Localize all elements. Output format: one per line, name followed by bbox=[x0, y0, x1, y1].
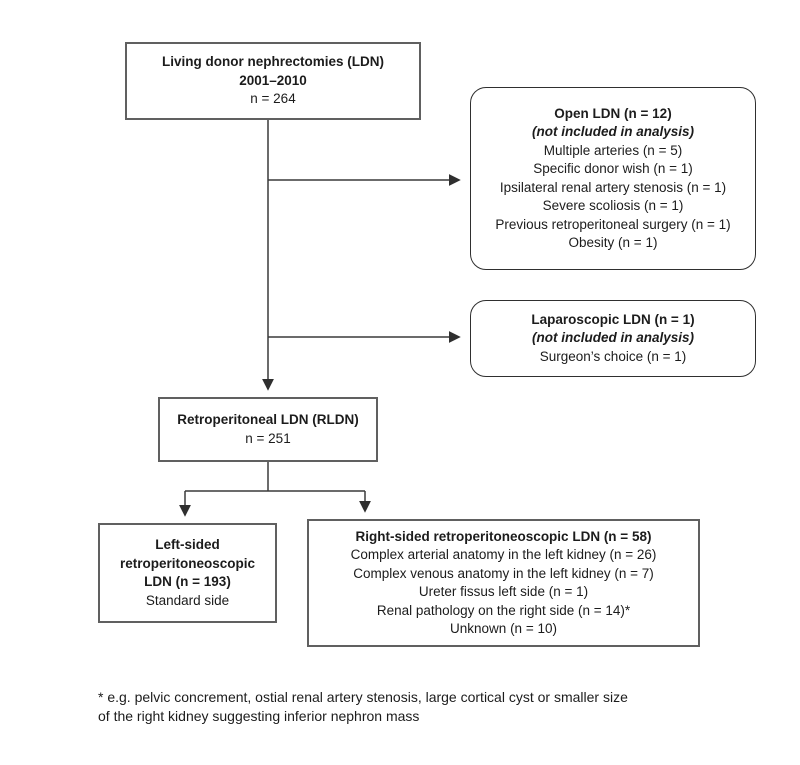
retro-count: n = 251 bbox=[245, 430, 291, 446]
open-ldn-item: Ipsilateral renal artery stenosis (n = 1) bbox=[499, 179, 727, 195]
open-ldn-note: (not included in analysis) bbox=[531, 124, 695, 139]
box-open-ldn bbox=[470, 87, 756, 270]
box-retroperitoneal-ldn bbox=[158, 397, 378, 462]
right-sided-item: Unknown (n = 10) bbox=[450, 621, 557, 636]
left-sided-subtitle: Standard side bbox=[145, 592, 230, 608]
open-ldn-item: Specific donor wish (n = 1) bbox=[533, 161, 693, 176]
open-ldn-item: Previous retroperitoneal surgery (n = 1) bbox=[495, 216, 731, 232]
box-living-donor-nephrectomies bbox=[125, 42, 421, 120]
box-left-sided-ldn bbox=[98, 523, 277, 623]
top-box-title: Living donor nephrectomies (LDN) bbox=[161, 54, 384, 70]
right-sided-item: Complex venous anatomy in the left kidney (n = 7) bbox=[353, 565, 654, 581]
right-sided-item: Ureter fissus left side (n = 1) bbox=[418, 584, 589, 599]
left-sided-title-line3: LDN (n = 193) bbox=[144, 574, 231, 589]
box-laparoscopic-ldn bbox=[470, 300, 756, 377]
footnote-line2: of the right kidney suggesting inferior nephron mass bbox=[98, 708, 420, 724]
laparoscopic-title: Laparoscopic LDN (n = 1) bbox=[531, 311, 695, 327]
retro-title: Retroperitoneal LDN (RLDN) bbox=[177, 412, 359, 427]
right-sided-title: Right-sided retroperitoneoscopic LDN (n = 58) bbox=[355, 528, 652, 544]
top-box-period: 2001–2010 bbox=[239, 72, 307, 88]
open-ldn-title: Open LDN (n = 12) bbox=[554, 105, 672, 121]
left-sided-title-line2: retroperitoneoscopic bbox=[119, 555, 256, 571]
footnote-line1: * e.g. pelvic concrement, ostial renal artery stenosis, large cortical cyst or smaller size bbox=[98, 689, 628, 705]
laparoscopic-note: (not included in analysis) bbox=[531, 330, 695, 346]
footnote bbox=[98, 688, 678, 726]
open-ldn-item: Obesity (n = 1) bbox=[568, 235, 658, 250]
right-sided-item: Renal pathology on the right side (n = 14)* bbox=[376, 602, 631, 618]
top-box-count: n = 264 bbox=[250, 91, 296, 107]
left-sided-title-line1: Left-sided bbox=[155, 537, 220, 552]
laparoscopic-item: Surgeon’s choice (n = 1) bbox=[539, 348, 687, 364]
open-ldn-item: Multiple arteries (n = 5) bbox=[543, 142, 683, 158]
right-sided-item: Complex arterial anatomy in the left kidney (n = 26) bbox=[350, 547, 657, 562]
box-right-sided-ldn bbox=[307, 519, 700, 647]
open-ldn-item: Severe scoliosis (n = 1) bbox=[542, 198, 684, 213]
